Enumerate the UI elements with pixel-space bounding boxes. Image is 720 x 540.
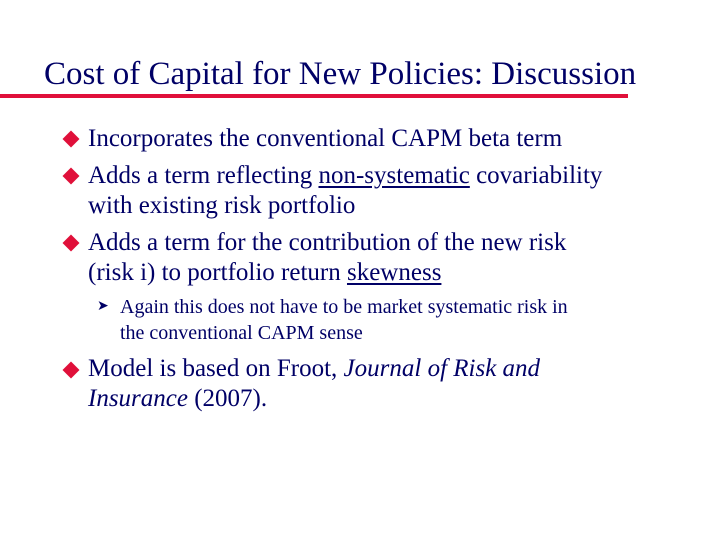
bullet-text-cont <box>88 258 441 288</box>
diamond-bullet-icon <box>63 131 80 148</box>
diamond-bullet-icon <box>63 235 80 252</box>
bullet-text <box>88 161 602 191</box>
underlined-term: non-systematic <box>318 162 470 189</box>
bullet-text: Incorporates the conventional CAPM beta term <box>88 125 563 152</box>
arrow-bullet-icon: ➤ <box>97 299 109 314</box>
bullet-text-cont: with existing risk portfolio <box>88 192 356 219</box>
text: covariability <box>469 162 603 189</box>
journal-title: Insurance <box>88 385 188 412</box>
text: Model is based on Froot, <box>88 355 344 382</box>
text: (2007). <box>187 385 268 412</box>
bullet-text: Adds a term for the contribution of the new risk <box>88 229 567 256</box>
slide-title: Cost of Capital for New Policies: Discussion <box>44 56 637 92</box>
bullet-text-cont <box>88 384 267 414</box>
journal-title: Journal of Risk and <box>343 355 541 382</box>
underlined-term: skewness <box>346 259 442 286</box>
text: Adds a term reflecting <box>88 162 319 189</box>
diamond-bullet-icon <box>63 362 80 379</box>
bullet-text <box>88 354 540 384</box>
sub-bullet-text-cont: the conventional CAPM sense <box>120 322 363 344</box>
text: (risk i) to portfolio return <box>88 259 347 286</box>
sub-bullet-text: Again this does not have to be market systematic risk in <box>120 296 568 318</box>
title-underline <box>0 94 628 98</box>
diamond-bullet-icon <box>63 168 80 185</box>
